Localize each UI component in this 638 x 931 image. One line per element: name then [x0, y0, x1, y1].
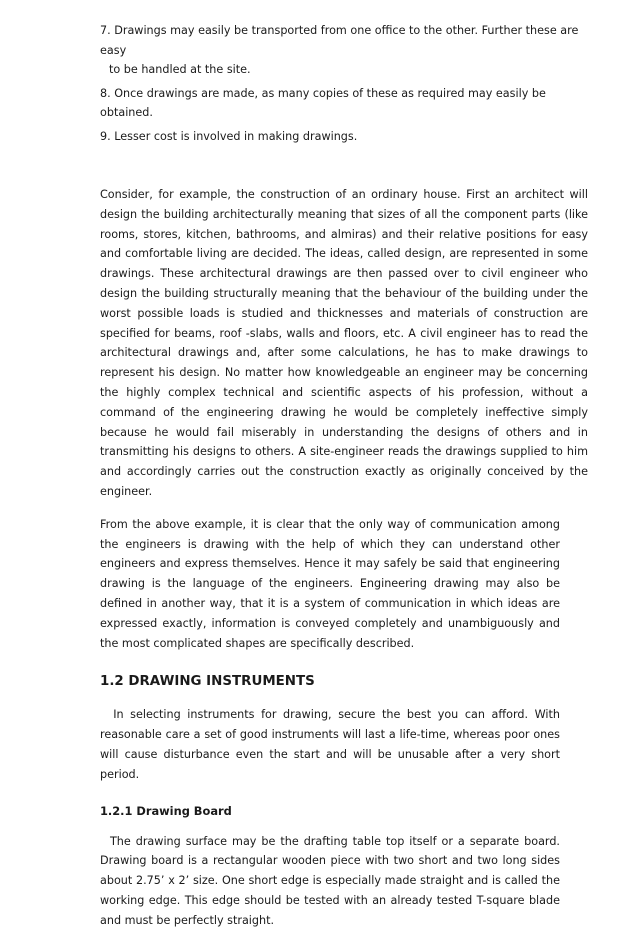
- advantages-list: [100, 21, 588, 146]
- list-item: [100, 21, 588, 80]
- list-item-text: 8. Once drawings are made, as many copies of these as required may easily be obtained.: [100, 86, 546, 119]
- paragraph-text: The drawing surface may be the drafting table top itself or a separate board. Drawing board is a rectangular wooden piece with two short and two long sides about 2.75’ x 2’ size. One short edge is especially made straight and is called the working edge. This edge should be tested with an already tested T-square blade and must be perfectly straight.: [100, 834, 560, 927]
- list-item-text: 7. Drawings may easily be transported from one office to the other. Further these are easy: [100, 24, 579, 57]
- paragraph-drawing-instruments: [100, 705, 560, 784]
- paragraph-drawing-board: [100, 832, 560, 931]
- paragraph-communication: From the above example, it is clear that the only way of communication among the engineers is drawing with the help of which they can understand other engineers and express themselves. Hence it may safely be said that engineering drawing is the language of the engineers. Engineering drawing may also be defined in another way, that it is a system of communication in which ideas are expressed exactly, information is conveyed completely and unambiguously and the most complicated shapes are specifically described.: [100, 517, 560, 650]
- list-item-text: 9. Lesser cost is involved in making drawings.: [100, 129, 358, 143]
- paragraph-house-example: Consider, for example, the construction of an ordinary house. First an architect will design the building architecturally meaning that sizes of all the component parts (like rooms, stores, kitchen, bathrooms, and almiras) and their relative positions for easy and comfortable living are decided. The ideas, called design, are represented in some drawings. These architectural drawings are then passed over to civil engineer who design the building structurally meaning that the behaviour of the building under the worst possible loads is studied and thicknesses and materials of construction are specified for beams, roof -slabs, walls and floors, etc. A civil engineer has to read the architectural drawings and, after some calculations, he has to make drawings to represent his design. No matter how knowledgeable an engineer may be concerning the highly complex technical and scientific aspects of his profession, without a command of the engineering drawing he would be completely ineffective simply because he would fail miserably in understanding the designs of others and in transmitting his designs to others. A site-engineer reads the drawings supplied to him and accordingly carries out the construction exactly as originally conceived by the engineer.: [100, 188, 588, 498]
- section-heading-drawing-instruments: 1.2 DRAWING INSTRUMENTS: [100, 674, 315, 690]
- list-item: [100, 127, 588, 147]
- paragraph-text: In selecting instruments for drawing, secure the best you can afford. With reasonable care a set of good instruments will last a life-time, whereas poor ones will cause disturbance even the start and will be unusable after a very short period.: [100, 708, 560, 781]
- subsection-heading-drawing-board: 1.2.1 Drawing Board: [100, 803, 232, 818]
- list-item: [100, 84, 588, 123]
- list-item-continuation: to be handled at the site.: [109, 63, 251, 76]
